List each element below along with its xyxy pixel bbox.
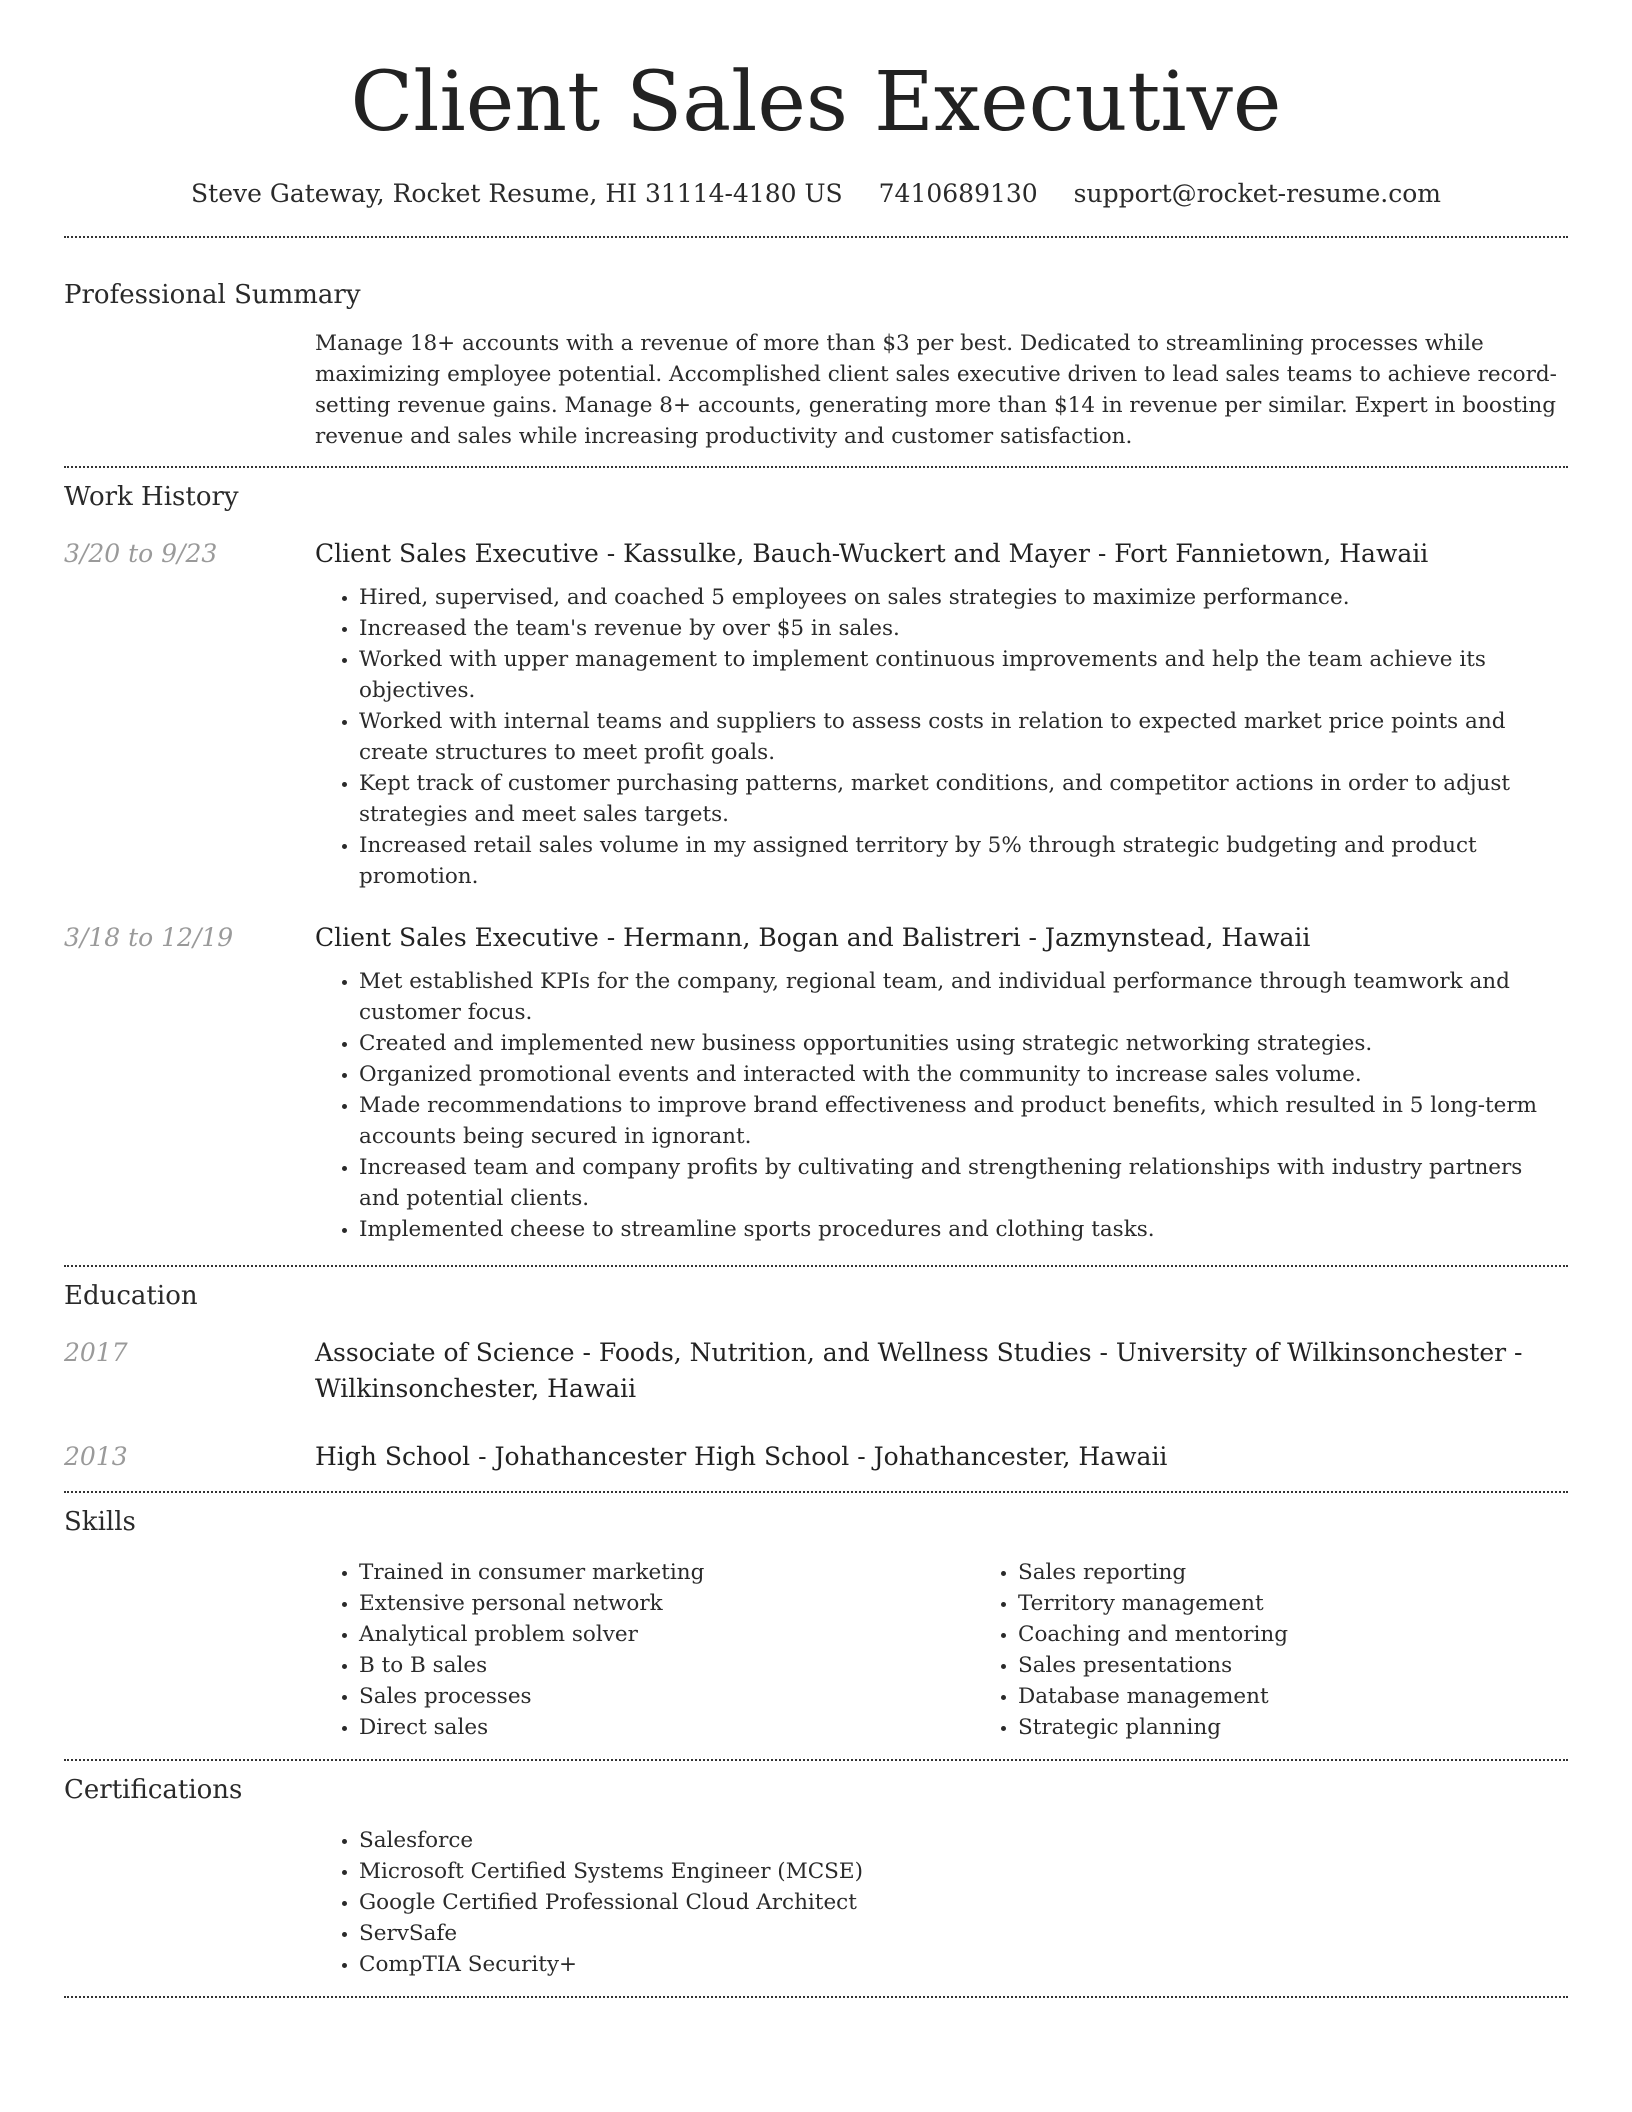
skills-row <box>64 1557 1568 1743</box>
divider <box>64 236 1568 238</box>
divider <box>64 1265 1568 1267</box>
contact-line <box>64 176 1568 212</box>
divider <box>64 466 1568 468</box>
list-item: • Direct sales <box>359 1712 974 1743</box>
list-item: • Sales presentations <box>1018 1650 1288 1681</box>
list-item: • Hired, supervised, and coached 5 employees on sales strategies to maximize performance. <box>359 582 1568 613</box>
skills-list-left <box>315 1557 974 1743</box>
list-item: • Analytical problem solver <box>359 1619 974 1650</box>
education-year: 2013 <box>64 1442 128 1471</box>
summary-row <box>64 328 1568 452</box>
list-item: • Increased team and company profits by cultivating and strengthening relationships with industry partners and potential clients. <box>359 1152 1568 1214</box>
list-item: • CompTIA Security+ <box>359 1949 1568 1980</box>
list-item: • Created and implemented new business opportunities using strategic networking strategies. <box>359 1028 1568 1059</box>
list-item: • Implemented cheese to streamline sports procedures and clothing tasks. <box>359 1214 1568 1245</box>
list-item: • Increased the team's revenue by over $5 in sales. <box>359 613 1568 644</box>
section-title-skills: Skills <box>64 1507 136 1537</box>
education-heading: Associate of Science - Foods, Nutrition, and Wellness Studies - University of Wilkinsonchester - Wilkinsonchester, Hawaii <box>315 1338 1523 1403</box>
list-item: • Database management <box>1018 1681 1288 1712</box>
list-item: • Worked with upper management to implement continuous improvements and help the team achieve its objectives. <box>359 644 1568 706</box>
education-entry <box>64 1335 1568 1407</box>
list-item: • Increased retail sales volume in my assigned territory by 5% through strategic budgeting and product promotion. <box>359 830 1568 892</box>
divider <box>64 1996 1568 1998</box>
list-item: • B to B sales <box>359 1650 974 1681</box>
resume-name: Client Sales Executive <box>350 55 1282 150</box>
contact-email: support@rocket-resume.com <box>1073 179 1441 208</box>
list-item: • Google Certified Professional Cloud Architect <box>359 1887 1568 1918</box>
certifications-list <box>315 1825 1568 1980</box>
list-item: • ServSafe <box>359 1918 1568 1949</box>
divider <box>64 1491 1568 1493</box>
section-title-education: Education <box>64 1281 198 1311</box>
job-bullets <box>315 966 1568 1245</box>
section-title-summary: Professional Summary <box>64 280 361 310</box>
list-item: • Strategic planning <box>1018 1712 1288 1743</box>
list-item: • Sales reporting <box>1018 1557 1288 1588</box>
list-item: • Sales processes <box>359 1681 974 1712</box>
job-heading: Client Sales Executive - Hermann, Bogan and Balistreri - Jazmynstead, Hawaii <box>315 923 1311 952</box>
list-item: • Made recommendations to improve brand effectiveness and product benefits, which resulted in 5 long-term accounts being secured in ignorant. <box>359 1090 1568 1152</box>
list-item: • Worked with internal teams and suppliers to assess costs in relation to expected market price points and create structures to meet profit goals. <box>359 706 1568 768</box>
skills-list-right <box>974 1557 1288 1743</box>
job-entry <box>64 536 1568 892</box>
list-item: • Territory management <box>1018 1588 1288 1619</box>
contact-address: Steve Gateway, Rocket Resume, HI 31114-4180 US <box>191 179 843 208</box>
section-title-certifications: Certifications <box>64 1775 243 1805</box>
list-item: • Organized promotional events and interacted with the community to increase sales volume. <box>359 1059 1568 1090</box>
education-entry <box>64 1439 1568 1475</box>
education-heading: High School - Johathancester High School - Johathancester, Hawaii <box>315 1442 1168 1471</box>
list-item: • Coaching and mentoring <box>1018 1619 1288 1650</box>
list-item: • Extensive personal network <box>359 1588 974 1619</box>
certifications-row <box>64 1825 1568 1980</box>
job-dates: 3/18 to 12/19 <box>64 923 234 952</box>
job-dates: 3/20 to 9/23 <box>64 539 218 568</box>
contact-phone: 7410689130 <box>878 179 1038 208</box>
divider <box>64 1759 1568 1761</box>
summary-text: Manage 18+ accounts with a revenue of more than $3 per best. Dedicated to streamlining processes while maximizing employee potential. Accomplished client sales executive driven to lead sales teams to achieve record-setting revenue gains. Manage 8+ accounts, generating more than $14 in revenue per similar. Expert in boosting revenue and sales while increasing productivity and customer satisfaction. <box>315 331 1557 449</box>
job-heading: Client Sales Executive - Kassulke, Bauch-Wuckert and Mayer - Fort Fannietown, Hawaii <box>315 539 1429 568</box>
list-item: • Trained in consumer marketing <box>359 1557 974 1588</box>
job-entry <box>64 920 1568 1245</box>
list-item: • Met established KPIs for the company, regional team, and individual performance through teamwork and customer focus. <box>359 966 1568 1028</box>
list-item: • Microsoft Certified Systems Engineer (MCSE) <box>359 1856 1568 1887</box>
job-bullets <box>315 582 1568 892</box>
list-item: • Kept track of customer purchasing patterns, market conditions, and competitor actions in order to adjust strategies and meet sales targets. <box>359 768 1568 830</box>
list-item: • Salesforce <box>359 1825 1568 1856</box>
section-title-work: Work History <box>64 482 239 512</box>
education-year: 2017 <box>64 1338 128 1367</box>
